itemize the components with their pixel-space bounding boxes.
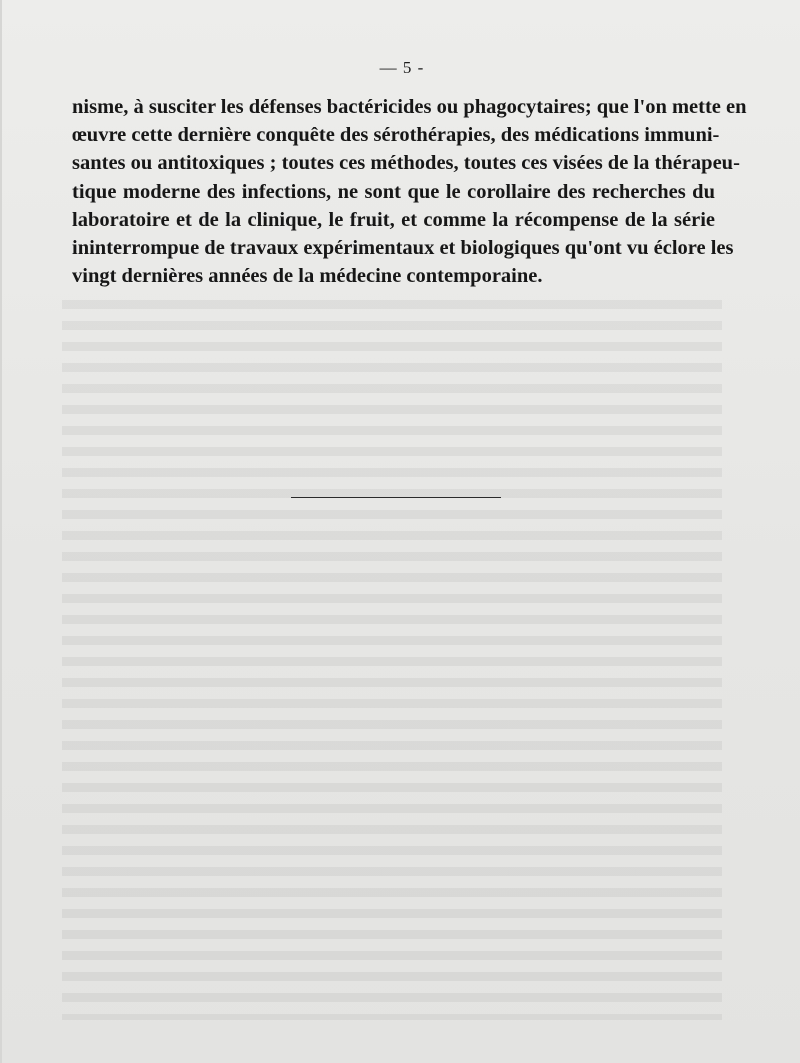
page-number: — 5 -: [379, 58, 425, 77]
text-line: ininterrompue de travaux expérimentaux et biologiques qu'ont vu éclore les: [72, 237, 734, 260]
bleed-through-texture: [62, 300, 722, 1020]
text-line: œuvre cette dernière conquête des sérothérapies, des médications immuni-: [72, 124, 720, 147]
body-paragraph: [72, 93, 747, 290]
text-line: vingt dernières années de la médecine contemporaine.: [72, 265, 543, 288]
text-line: tique moderne des infections, ne sont que le corollaire des recherches du: [72, 180, 715, 203]
horizontal-rule: [291, 497, 501, 498]
text-line: santes ou antitoxiques ; toutes ces méthodes, toutes ces visées de la thérapeu-: [72, 152, 740, 175]
text-line: laboratoire et de la clinique, le fruit, et comme la récompense de la série: [72, 208, 715, 231]
text-line: nisme, à susciter les défenses bactéricides ou phagocytaires; que l'on mette en: [72, 96, 747, 118]
